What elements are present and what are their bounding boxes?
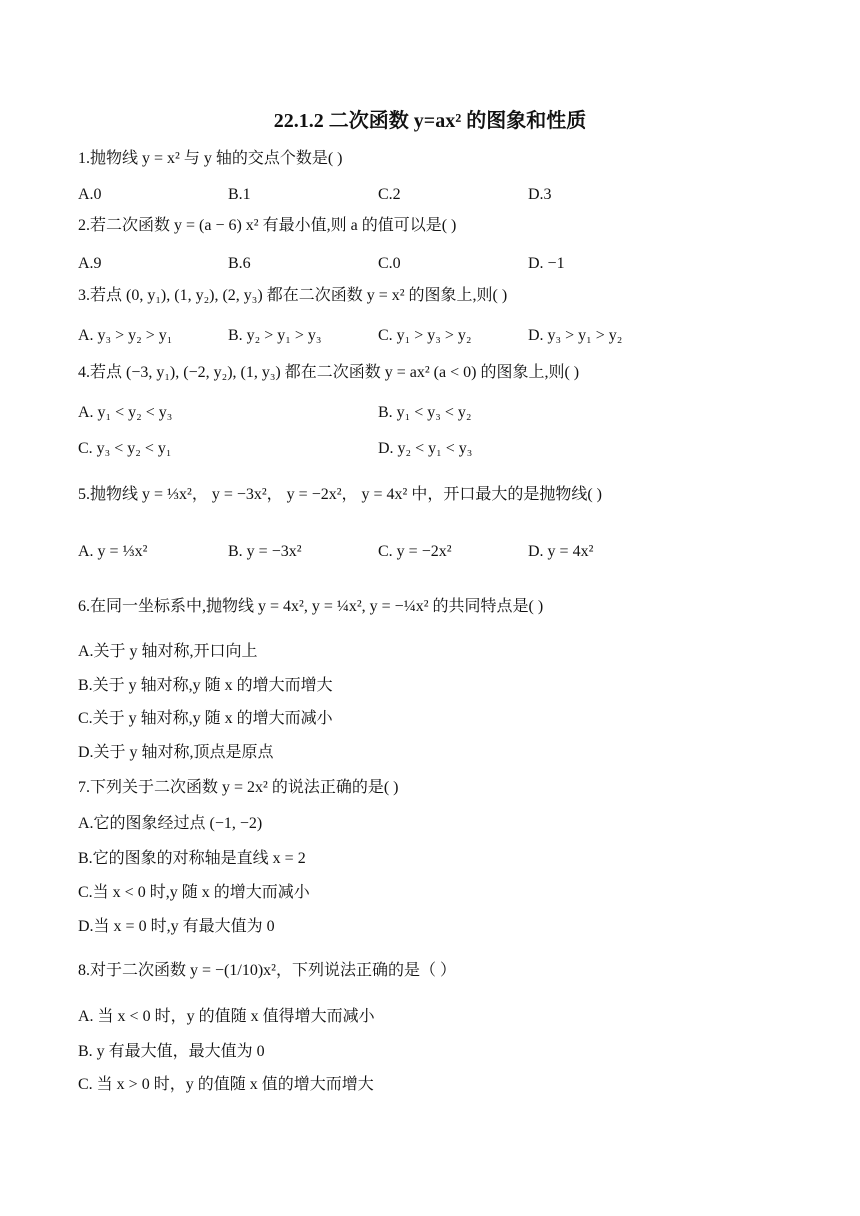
question-7-stem: 7.下列关于二次函数 y = 2x² 的说法正确的是( ): [78, 779, 399, 796]
question-2-option-d: D. −1: [528, 255, 565, 272]
question-6-option-a: A.关于 y 轴对称,开口向上: [78, 643, 258, 660]
question-8-stem: 8.对于二次函数 y = −(1/10)x²，下列说法正确的是（ ）: [78, 962, 456, 979]
question-1-option-b: B.1: [228, 186, 251, 203]
question-3-option-d: D. y₃ > y₁ > y₂: [528, 327, 623, 344]
question-2-option-a: A.9: [78, 255, 102, 272]
question-2-option-b: B.6: [228, 255, 251, 272]
question-4-option-d: D. y₂ < y₁ < y₃: [378, 440, 473, 457]
question-8-option-a: A. 当 x < 0 时，y 的值随 x 值得增大而减小: [78, 1008, 375, 1025]
question-7-option-d: D.当 x = 0 时,y 有最大值为 0: [78, 918, 275, 935]
page-title: 22.1.2 二次函数 y=ax² 的图象和性质: [273, 110, 587, 132]
question-5-option-d: D. y = 4x²: [528, 543, 594, 560]
question-7-option-b: B.它的图象的对称轴是直线 x = 2: [78, 850, 306, 867]
question-4-stem: 4.若点 (−3, y₁), (−2, y₂), (1, y₃) 都在二次函数 y = ax² (a < 0) 的图象上,则( ): [78, 364, 580, 381]
question-7-option-a: A.它的图象经过点 (−1, −2): [78, 815, 263, 832]
question-3-option-b: B. y₂ > y₁ > y₃: [228, 327, 322, 344]
question-5-stem: 5.抛物线 y = ⅓x²， y = −3x²， y = −2x²， y = 4x² 中，开口最大的是抛物线( ): [78, 486, 602, 503]
question-6-option-d: D.关于 y 轴对称,顶点是原点: [78, 744, 274, 761]
question-8-option-b: B. y 有最大值，最大值为 0: [78, 1043, 265, 1060]
question-6-option-b: B.关于 y 轴对称,y 随 x 的增大而增大: [78, 677, 333, 694]
question-6-option-c: C.关于 y 轴对称,y 随 x 的增大而减小: [78, 710, 333, 727]
question-5-option-a: A. y = ⅓x²: [78, 543, 148, 560]
question-4-option-a: A. y₁ < y₂ < y₃: [78, 404, 173, 421]
question-6-stem: 6.在同一坐标系中,抛物线 y = 4x², y = ¼x², y = −¼x² 的共同特点是( ): [78, 598, 544, 615]
question-4-option-c: C. y₃ < y₂ < y₁: [78, 440, 172, 457]
question-1-option-c: C.2: [378, 186, 401, 203]
question-4-option-b: B. y₁ < y₃ < y₂: [378, 404, 472, 421]
question-8-option-c: C. 当 x > 0 时，y 的值随 x 值的增大而增大: [78, 1076, 374, 1093]
question-5-option-b: B. y = −3x²: [228, 543, 302, 560]
question-3-stem: 3.若点 (0, y₁), (1, y₂), (2, y₃) 都在二次函数 y = x² 的图象上,则( ): [78, 287, 508, 304]
question-7-option-c: C.当 x < 0 时,y 随 x 的增大而减小: [78, 884, 310, 901]
question-2-stem: 2.若二次函数 y = (a − 6) x² 有最小值,则 a 的值可以是( ): [78, 217, 457, 234]
question-5-option-c: C. y = −2x²: [378, 543, 452, 560]
question-2-option-c: C.0: [378, 255, 401, 272]
question-1-stem: 1.抛物线 y = x² 与 y 轴的交点个数是( ): [78, 150, 343, 167]
question-1-option-d: D.3: [528, 186, 552, 203]
question-3-option-a: A. y₃ > y₂ > y₁: [78, 327, 173, 344]
question-1-option-a: A.0: [78, 186, 102, 203]
question-3-option-c: C. y₁ > y₃ > y₂: [378, 327, 472, 344]
